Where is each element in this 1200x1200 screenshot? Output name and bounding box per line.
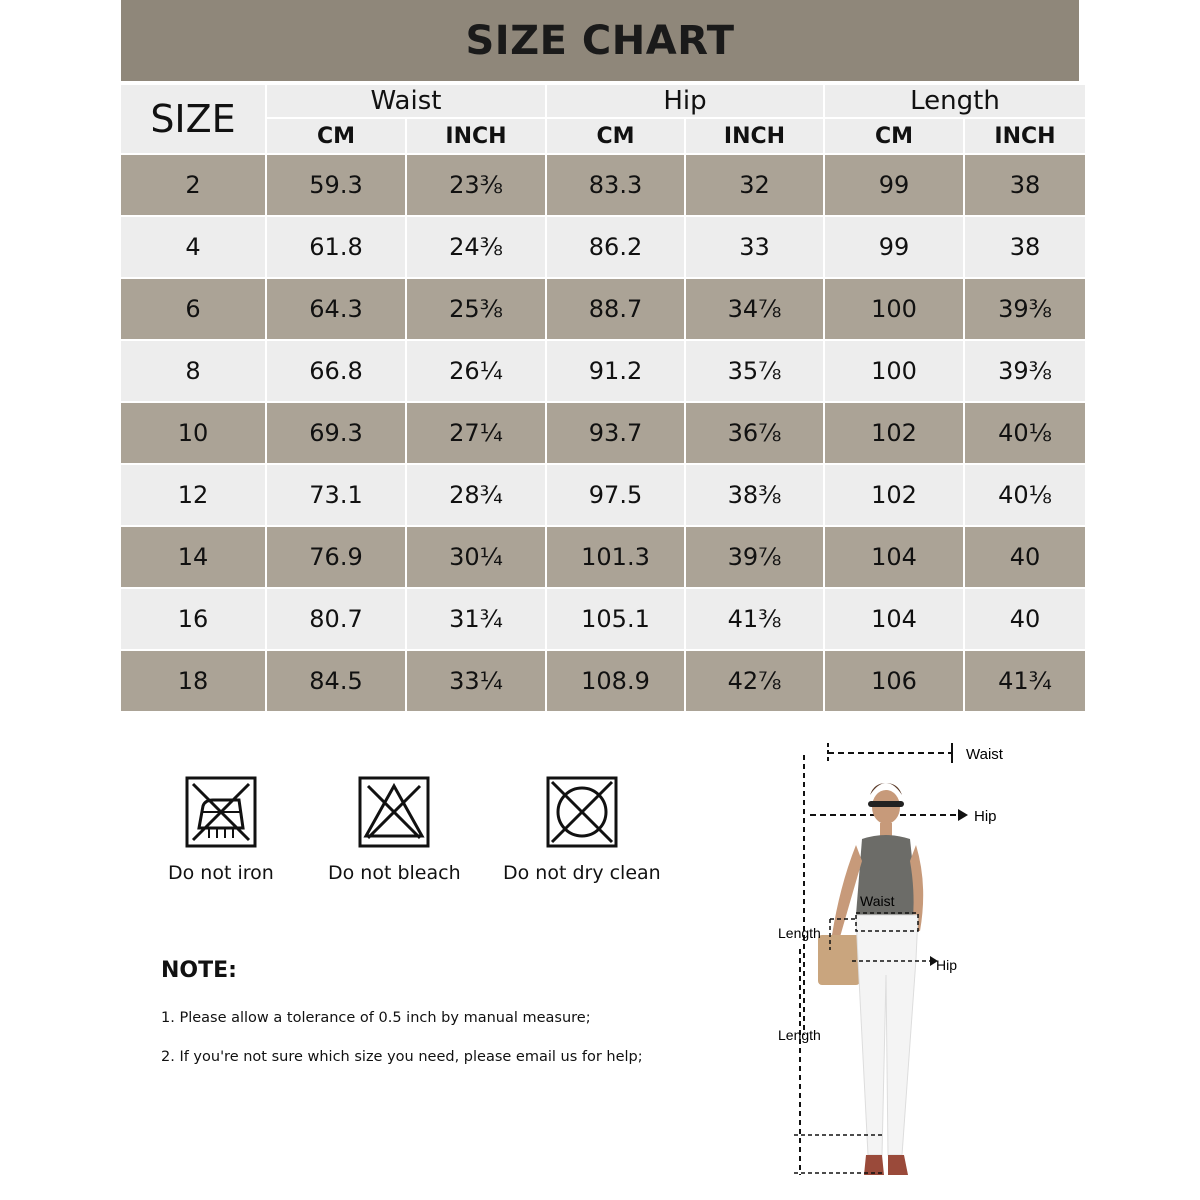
diagram-length-label: Length bbox=[778, 925, 821, 941]
length-inch-cell: 41¾ bbox=[965, 651, 1085, 711]
length-cm-cell: 104 bbox=[825, 589, 963, 649]
waist-cm-cell: 66.8 bbox=[267, 341, 405, 401]
care-label: Do not bleach bbox=[328, 862, 461, 884]
size-cell: 14 bbox=[121, 527, 265, 587]
hip-inch-cell: 33 bbox=[686, 217, 823, 277]
diagram-pants-hip-label: Hip bbox=[936, 957, 958, 973]
length-cm-cell: 102 bbox=[825, 403, 963, 463]
hip-inch-cell: 39⅞ bbox=[686, 527, 823, 587]
waist-cm-cell: 64.3 bbox=[267, 279, 405, 339]
waist-inch-cell: 25⅜ bbox=[407, 279, 545, 339]
size-cell: 12 bbox=[121, 465, 265, 525]
care-label: Do not iron bbox=[168, 862, 274, 884]
waist-inch-cell: 31¾ bbox=[407, 589, 545, 649]
size-cell: 2 bbox=[121, 155, 265, 215]
length-inch-header: INCH bbox=[965, 119, 1085, 153]
waist-cm-cell: 76.9 bbox=[267, 527, 405, 587]
diagram-hip-label: Hip bbox=[974, 808, 997, 825]
care-do-not-dry-clean bbox=[503, 776, 661, 884]
title-banner bbox=[121, 0, 1079, 81]
hip-inch-cell: 35⅞ bbox=[686, 341, 823, 401]
hip-cm-cell: 91.2 bbox=[547, 341, 684, 401]
length-cm-cell: 100 bbox=[825, 341, 963, 401]
hip-cm-cell: 83.3 bbox=[547, 155, 684, 215]
waist-cm-cell: 69.3 bbox=[267, 403, 405, 463]
handbag-shape bbox=[818, 935, 860, 985]
do-not-bleach-icon bbox=[358, 776, 430, 848]
hip-inch-cell: 32 bbox=[686, 155, 823, 215]
size-cell: 6 bbox=[121, 279, 265, 339]
note-title: NOTE: bbox=[161, 958, 237, 983]
hip-cm-cell: 105.1 bbox=[547, 589, 684, 649]
length-cm-cell: 106 bbox=[825, 651, 963, 711]
size-column-header: SIZE bbox=[121, 85, 265, 153]
do-not-dry-clean-icon bbox=[546, 776, 618, 848]
hip-inch-cell: 42⅞ bbox=[686, 651, 823, 711]
length-group-header: Length bbox=[825, 85, 1085, 117]
hip-inch-cell: 38⅜ bbox=[686, 465, 823, 525]
length-inch-cell: 40 bbox=[965, 527, 1085, 587]
waist-group-header: Waist bbox=[267, 85, 545, 117]
hip-cm-cell: 86.2 bbox=[547, 217, 684, 277]
waist-cm-cell: 61.8 bbox=[267, 217, 405, 277]
hip-inch-header: INCH bbox=[686, 119, 823, 153]
size-cell: 18 bbox=[121, 651, 265, 711]
length-inch-cell: 39⅜ bbox=[965, 341, 1085, 401]
length-inch-cell: 40⅛ bbox=[965, 403, 1085, 463]
model-measurement-diagram bbox=[770, 735, 1070, 1195]
diagram-pants-length-label: Length bbox=[778, 1027, 821, 1043]
waist-cm-cell: 84.5 bbox=[267, 651, 405, 711]
size-cell: 10 bbox=[121, 403, 265, 463]
length-cm-cell: 104 bbox=[825, 527, 963, 587]
size-table bbox=[121, 85, 1079, 711]
hip-cm-cell: 88.7 bbox=[547, 279, 684, 339]
hip-inch-cell: 34⅞ bbox=[686, 279, 823, 339]
hip-inch-cell: 36⅞ bbox=[686, 403, 823, 463]
hip-cm-cell: 97.5 bbox=[547, 465, 684, 525]
length-cm-cell: 99 bbox=[825, 155, 963, 215]
waist-cm-header: CM bbox=[267, 119, 405, 153]
size-cell: 16 bbox=[121, 589, 265, 649]
length-cm-cell: 100 bbox=[825, 279, 963, 339]
care-do-not-bleach bbox=[328, 776, 461, 884]
waist-inch-cell: 28¾ bbox=[407, 465, 545, 525]
size-cell: 4 bbox=[121, 217, 265, 277]
note-line: 1. Please allow a tolerance of 0.5 inch by manual measure; bbox=[161, 1010, 591, 1026]
diagram-waist-label: Waist bbox=[966, 746, 1003, 763]
hip-cm-cell: 93.7 bbox=[547, 403, 684, 463]
hip-inch-cell: 41⅜ bbox=[686, 589, 823, 649]
hip-cm-cell: 108.9 bbox=[547, 651, 684, 711]
waist-inch-cell: 30¼ bbox=[407, 527, 545, 587]
hip-group-header: Hip bbox=[547, 85, 823, 117]
waist-inch-cell: 33¼ bbox=[407, 651, 545, 711]
length-cm-cell: 102 bbox=[825, 465, 963, 525]
length-inch-cell: 40 bbox=[965, 589, 1085, 649]
waist-inch-cell: 27¼ bbox=[407, 403, 545, 463]
length-inch-cell: 40⅛ bbox=[965, 465, 1085, 525]
length-cm-cell: 99 bbox=[825, 217, 963, 277]
hip-cm-header: CM bbox=[547, 119, 684, 153]
hip-cm-cell: 101.3 bbox=[547, 527, 684, 587]
care-do-not-iron bbox=[168, 776, 274, 884]
do-not-iron-icon bbox=[185, 776, 257, 848]
length-inch-cell: 38 bbox=[965, 217, 1085, 277]
waist-inch-cell: 23⅜ bbox=[407, 155, 545, 215]
waist-cm-cell: 80.7 bbox=[267, 589, 405, 649]
page-title: SIZE CHART bbox=[465, 17, 735, 64]
waist-cm-cell: 59.3 bbox=[267, 155, 405, 215]
note-line: 2. If you're not sure which size you need, please email us for help; bbox=[161, 1049, 643, 1065]
waist-inch-cell: 24⅜ bbox=[407, 217, 545, 277]
waist-inch-header: INCH bbox=[407, 119, 545, 153]
waist-inch-cell: 26¼ bbox=[407, 341, 545, 401]
size-cell: 8 bbox=[121, 341, 265, 401]
length-cm-header: CM bbox=[825, 119, 963, 153]
diagram-pants-waist-label: Waist bbox=[860, 893, 895, 909]
length-inch-cell: 38 bbox=[965, 155, 1085, 215]
waist-cm-cell: 73.1 bbox=[267, 465, 405, 525]
care-label: Do not dry clean bbox=[503, 862, 661, 884]
length-inch-cell: 39⅜ bbox=[965, 279, 1085, 339]
